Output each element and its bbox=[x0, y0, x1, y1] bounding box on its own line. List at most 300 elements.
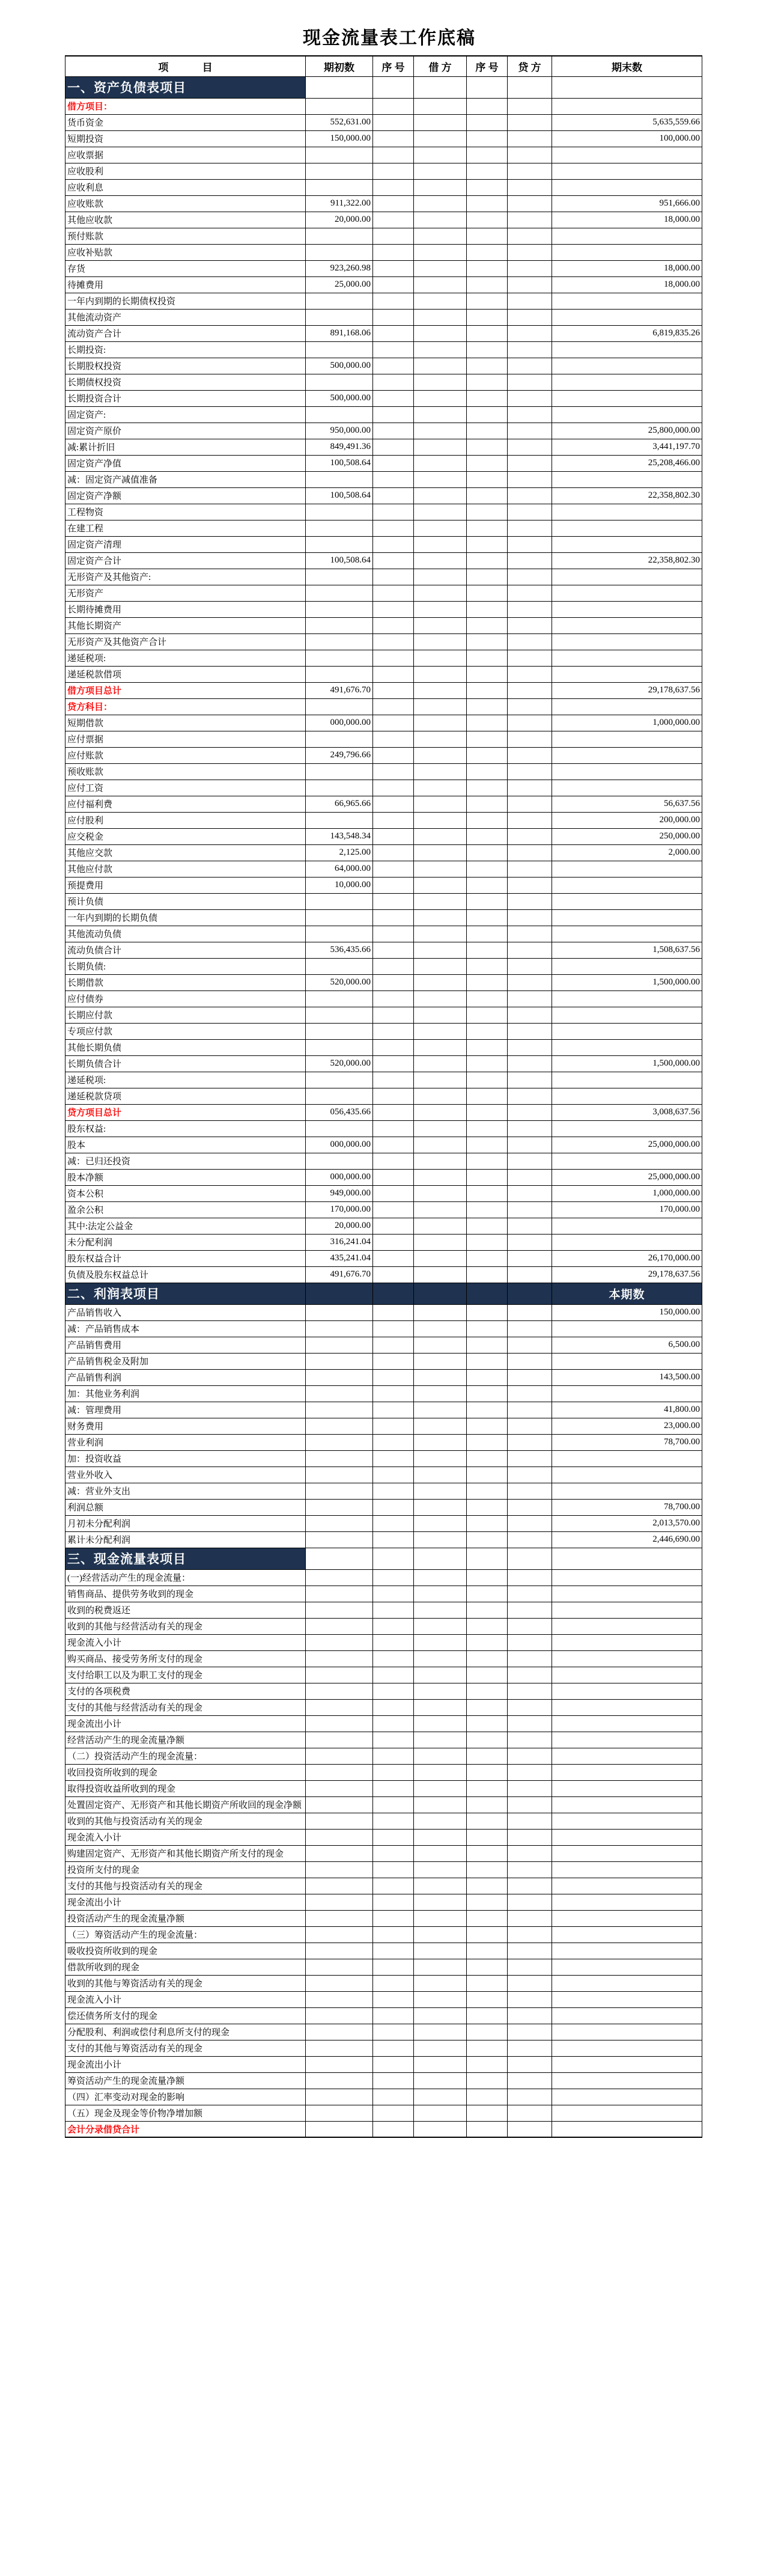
cell-seq-debit[interactable] bbox=[373, 358, 414, 374]
cell-seq-credit[interactable] bbox=[467, 1845, 508, 1861]
cell-seq-debit[interactable] bbox=[373, 179, 414, 195]
cell-closing-amount[interactable] bbox=[552, 585, 702, 601]
cell-opening-amount[interactable] bbox=[306, 147, 373, 163]
cell-seq-credit[interactable] bbox=[467, 844, 508, 861]
cell-opening-amount[interactable]: 491,676.70 bbox=[306, 682, 373, 698]
cell-seq-debit[interactable] bbox=[373, 585, 414, 601]
cell-closing-amount[interactable]: 200,000.00 bbox=[552, 812, 702, 828]
cell-debit-amount[interactable] bbox=[414, 504, 467, 520]
cell-closing-amount[interactable] bbox=[552, 2056, 702, 2072]
cell-debit-amount[interactable] bbox=[414, 1402, 467, 1418]
cell-closing-amount[interactable] bbox=[552, 2024, 702, 2040]
cell-closing-amount[interactable] bbox=[552, 633, 702, 650]
cell-debit-amount[interactable] bbox=[414, 1699, 467, 1715]
cell-seq-credit[interactable] bbox=[467, 423, 508, 439]
cell-credit-amount[interactable] bbox=[508, 828, 552, 844]
cell-debit-amount[interactable] bbox=[414, 1878, 467, 1894]
cell-opening-amount[interactable]: 249,796.66 bbox=[306, 747, 373, 763]
cell-seq-debit[interactable] bbox=[373, 1304, 414, 1320]
cell-credit-amount[interactable] bbox=[508, 1861, 552, 1878]
cell-seq-debit[interactable] bbox=[373, 601, 414, 617]
cell-seq-credit[interactable] bbox=[467, 1748, 508, 1764]
cell-seq-debit[interactable] bbox=[373, 2089, 414, 2105]
cell-debit-amount[interactable] bbox=[414, 682, 467, 698]
cell-credit-amount[interactable] bbox=[508, 926, 552, 942]
cell-seq-credit[interactable] bbox=[467, 2121, 508, 2137]
cell-seq-debit[interactable] bbox=[373, 1250, 414, 1266]
cell-closing-amount[interactable]: 25,208,466.00 bbox=[552, 455, 702, 471]
cell-seq-debit[interactable] bbox=[373, 1748, 414, 1764]
cell-seq-debit[interactable] bbox=[373, 974, 414, 990]
cell-credit-amount[interactable] bbox=[508, 1218, 552, 1234]
cell-debit-amount[interactable] bbox=[414, 1337, 467, 1353]
cell-debit-amount[interactable] bbox=[414, 487, 467, 504]
cell-closing-amount[interactable] bbox=[552, 1467, 702, 1483]
cell-credit-amount[interactable] bbox=[508, 1039, 552, 1055]
cell-seq-debit[interactable] bbox=[373, 1602, 414, 1618]
cell-credit-amount[interactable] bbox=[508, 487, 552, 504]
cell-closing-amount[interactable]: 1,000,000.00 bbox=[552, 715, 702, 731]
cell-debit-amount[interactable] bbox=[414, 1450, 467, 1467]
cell-closing-amount[interactable]: 29,178,637.56 bbox=[552, 1266, 702, 1283]
cell-opening-amount[interactable] bbox=[306, 2007, 373, 2024]
cell-seq-credit[interactable] bbox=[467, 244, 508, 260]
cell-seq-credit[interactable] bbox=[467, 1926, 508, 1943]
cell-closing-amount[interactable] bbox=[552, 2105, 702, 2121]
cell-opening-amount[interactable] bbox=[306, 926, 373, 942]
cell-credit-amount[interactable] bbox=[508, 276, 552, 293]
cell-seq-credit[interactable] bbox=[467, 552, 508, 569]
cell-debit-amount[interactable] bbox=[414, 1515, 467, 1531]
cell-seq-debit[interactable] bbox=[373, 990, 414, 1007]
cell-seq-debit[interactable] bbox=[373, 439, 414, 455]
cell-closing-amount[interactable] bbox=[552, 698, 702, 715]
cell-seq-debit[interactable] bbox=[373, 780, 414, 796]
cell-closing-amount[interactable] bbox=[552, 1023, 702, 1039]
cell-seq-credit[interactable] bbox=[467, 228, 508, 244]
cell-opening-amount[interactable] bbox=[306, 731, 373, 747]
cell-seq-debit[interactable] bbox=[373, 130, 414, 147]
cell-credit-amount[interactable] bbox=[508, 1650, 552, 1667]
cell-closing-amount[interactable] bbox=[552, 536, 702, 552]
cell-credit-amount[interactable] bbox=[508, 195, 552, 212]
cell-seq-credit[interactable] bbox=[467, 877, 508, 893]
cell-debit-amount[interactable] bbox=[414, 260, 467, 276]
cell-opening-amount[interactable] bbox=[306, 471, 373, 487]
cell-opening-amount[interactable] bbox=[306, 1120, 373, 1137]
cell-opening-amount[interactable]: 000,000.00 bbox=[306, 1137, 373, 1153]
cell-credit-amount[interactable] bbox=[508, 1531, 552, 1548]
cell-opening-amount[interactable]: 520,000.00 bbox=[306, 974, 373, 990]
cell-debit-amount[interactable] bbox=[414, 1169, 467, 1185]
cell-debit-amount[interactable] bbox=[414, 1120, 467, 1137]
cell-credit-amount[interactable] bbox=[508, 1764, 552, 1780]
cell-closing-amount[interactable] bbox=[552, 1991, 702, 2007]
cell-opening-amount[interactable] bbox=[306, 1153, 373, 1169]
cell-credit-amount[interactable] bbox=[508, 1813, 552, 1829]
cell-credit-amount[interactable] bbox=[508, 471, 552, 487]
cell-seq-debit[interactable] bbox=[373, 1402, 414, 1418]
cell-closing-amount[interactable] bbox=[552, 1320, 702, 1337]
cell-debit-amount[interactable] bbox=[414, 1796, 467, 1813]
cell-closing-amount[interactable] bbox=[552, 861, 702, 877]
cell-closing-amount[interactable] bbox=[552, 731, 702, 747]
cell-seq-credit[interactable] bbox=[467, 1023, 508, 1039]
cell-opening-amount[interactable]: 520,000.00 bbox=[306, 1055, 373, 1072]
cell-seq-credit[interactable] bbox=[467, 1943, 508, 1959]
cell-closing-amount[interactable] bbox=[552, 98, 702, 114]
cell-debit-amount[interactable] bbox=[414, 585, 467, 601]
cell-credit-amount[interactable] bbox=[508, 455, 552, 471]
cell-opening-amount[interactable] bbox=[306, 1894, 373, 1910]
cell-debit-amount[interactable] bbox=[414, 2040, 467, 2056]
cell-seq-credit[interactable] bbox=[467, 147, 508, 163]
cell-credit-amount[interactable] bbox=[508, 1796, 552, 1813]
cell-closing-amount[interactable] bbox=[552, 1910, 702, 1926]
cell-credit-amount[interactable] bbox=[508, 1878, 552, 1894]
cell-debit-amount[interactable] bbox=[414, 423, 467, 439]
cell-debit-amount[interactable] bbox=[414, 893, 467, 909]
cell-debit-amount[interactable] bbox=[414, 601, 467, 617]
cell-seq-debit[interactable] bbox=[373, 1499, 414, 1515]
cell-debit-amount[interactable] bbox=[414, 715, 467, 731]
cell-closing-amount[interactable]: 1,508,637.56 bbox=[552, 942, 702, 958]
cell-seq-debit[interactable] bbox=[373, 844, 414, 861]
cell-opening-amount[interactable]: 000,000.00 bbox=[306, 1169, 373, 1185]
cell-closing-amount[interactable] bbox=[552, 1634, 702, 1650]
cell-closing-amount[interactable]: 56,637.56 bbox=[552, 796, 702, 812]
cell-seq-credit[interactable] bbox=[467, 1369, 508, 1385]
cell-seq-credit[interactable] bbox=[467, 293, 508, 309]
cell-credit-amount[interactable] bbox=[508, 780, 552, 796]
cell-seq-debit[interactable] bbox=[373, 341, 414, 358]
cell-closing-amount[interactable] bbox=[552, 147, 702, 163]
cell-debit-amount[interactable] bbox=[414, 763, 467, 780]
cell-closing-amount[interactable]: 3,441,197.70 bbox=[552, 439, 702, 455]
cell-seq-credit[interactable] bbox=[467, 698, 508, 715]
cell-opening-amount[interactable] bbox=[306, 909, 373, 926]
cell-opening-amount[interactable] bbox=[306, 1748, 373, 1764]
cell-seq-credit[interactable] bbox=[467, 520, 508, 536]
cell-debit-amount[interactable] bbox=[414, 1683, 467, 1699]
cell-seq-debit[interactable] bbox=[373, 2121, 414, 2137]
cell-opening-amount[interactable]: 170,000.00 bbox=[306, 1201, 373, 1218]
cell-seq-credit[interactable] bbox=[467, 98, 508, 114]
cell-seq-credit[interactable] bbox=[467, 617, 508, 633]
cell-debit-amount[interactable] bbox=[414, 1137, 467, 1153]
cell-debit-amount[interactable] bbox=[414, 552, 467, 569]
cell-credit-amount[interactable] bbox=[508, 942, 552, 958]
cell-seq-credit[interactable] bbox=[467, 585, 508, 601]
cell-seq-debit[interactable] bbox=[373, 114, 414, 130]
cell-closing-amount[interactable]: 22,358,802.30 bbox=[552, 487, 702, 504]
cell-debit-amount[interactable] bbox=[414, 828, 467, 844]
cell-seq-credit[interactable] bbox=[467, 309, 508, 325]
cell-debit-amount[interactable] bbox=[414, 1055, 467, 1072]
cell-seq-debit[interactable] bbox=[373, 1991, 414, 2007]
cell-closing-amount[interactable] bbox=[552, 877, 702, 893]
cell-seq-credit[interactable] bbox=[467, 1699, 508, 1715]
cell-closing-amount[interactable] bbox=[552, 504, 702, 520]
cell-seq-credit[interactable] bbox=[467, 942, 508, 958]
cell-credit-amount[interactable] bbox=[508, 520, 552, 536]
cell-seq-debit[interactable] bbox=[373, 1169, 414, 1185]
cell-seq-credit[interactable] bbox=[467, 260, 508, 276]
cell-credit-amount[interactable] bbox=[508, 1250, 552, 1266]
cell-seq-credit[interactable] bbox=[467, 1715, 508, 1732]
cell-seq-credit[interactable] bbox=[467, 861, 508, 877]
cell-opening-amount[interactable] bbox=[306, 1813, 373, 1829]
cell-seq-credit[interactable] bbox=[467, 2105, 508, 2121]
cell-closing-amount[interactable] bbox=[552, 1007, 702, 1023]
cell-credit-amount[interactable] bbox=[508, 1201, 552, 1218]
cell-credit-amount[interactable] bbox=[508, 1569, 552, 1586]
cell-credit-amount[interactable] bbox=[508, 260, 552, 276]
cell-opening-amount[interactable] bbox=[306, 2056, 373, 2072]
cell-seq-debit[interactable] bbox=[373, 1894, 414, 1910]
cell-closing-amount[interactable]: 250,000.00 bbox=[552, 828, 702, 844]
cell-closing-amount[interactable] bbox=[552, 1353, 702, 1369]
cell-credit-amount[interactable] bbox=[508, 1715, 552, 1732]
cell-opening-amount[interactable] bbox=[306, 2121, 373, 2137]
cell-debit-amount[interactable] bbox=[414, 1618, 467, 1634]
cell-credit-amount[interactable] bbox=[508, 2089, 552, 2105]
cell-debit-amount[interactable] bbox=[414, 877, 467, 893]
cell-seq-credit[interactable] bbox=[467, 1072, 508, 1088]
cell-seq-debit[interactable] bbox=[373, 293, 414, 309]
cell-opening-amount[interactable] bbox=[306, 1618, 373, 1634]
cell-seq-credit[interactable] bbox=[467, 2072, 508, 2089]
cell-closing-amount[interactable] bbox=[552, 893, 702, 909]
cell-seq-debit[interactable] bbox=[373, 2056, 414, 2072]
cell-closing-amount[interactable] bbox=[552, 1667, 702, 1683]
cell-debit-amount[interactable] bbox=[414, 325, 467, 341]
cell-closing-amount[interactable] bbox=[552, 1813, 702, 1829]
cell-closing-amount[interactable] bbox=[552, 1796, 702, 1813]
cell-debit-amount[interactable] bbox=[414, 1499, 467, 1515]
cell-seq-debit[interactable] bbox=[373, 958, 414, 974]
cell-opening-amount[interactable] bbox=[306, 228, 373, 244]
cell-closing-amount[interactable] bbox=[552, 244, 702, 260]
cell-seq-credit[interactable] bbox=[467, 1813, 508, 1829]
cell-seq-debit[interactable] bbox=[373, 1959, 414, 1975]
cell-closing-amount[interactable] bbox=[552, 1861, 702, 1878]
cell-closing-amount[interactable] bbox=[552, 1699, 702, 1715]
cell-seq-debit[interactable] bbox=[373, 1434, 414, 1450]
cell-seq-debit[interactable] bbox=[373, 228, 414, 244]
cell-debit-amount[interactable] bbox=[414, 1418, 467, 1434]
cell-credit-amount[interactable] bbox=[508, 1845, 552, 1861]
cell-opening-amount[interactable]: 435,241.04 bbox=[306, 1250, 373, 1266]
cell-credit-amount[interactable] bbox=[508, 1418, 552, 1434]
cell-seq-credit[interactable] bbox=[467, 1385, 508, 1402]
cell-debit-amount[interactable] bbox=[414, 617, 467, 633]
cell-credit-amount[interactable] bbox=[508, 1320, 552, 1337]
cell-seq-debit[interactable] bbox=[373, 909, 414, 926]
cell-opening-amount[interactable]: 056,435.66 bbox=[306, 1104, 373, 1120]
cell-debit-amount[interactable] bbox=[414, 1234, 467, 1250]
cell-credit-amount[interactable] bbox=[508, 1007, 552, 1023]
cell-debit-amount[interactable] bbox=[414, 1991, 467, 2007]
cell-credit-amount[interactable] bbox=[508, 358, 552, 374]
cell-seq-debit[interactable] bbox=[373, 1104, 414, 1120]
cell-debit-amount[interactable] bbox=[414, 212, 467, 228]
cell-opening-amount[interactable] bbox=[306, 374, 373, 390]
cell-closing-amount[interactable]: 78,700.00 bbox=[552, 1499, 702, 1515]
cell-closing-amount[interactable] bbox=[552, 1569, 702, 1586]
cell-closing-amount[interactable] bbox=[552, 1153, 702, 1169]
cell-opening-amount[interactable] bbox=[306, 1845, 373, 1861]
cell-seq-debit[interactable] bbox=[373, 1531, 414, 1548]
cell-closing-amount[interactable] bbox=[552, 1039, 702, 1055]
cell-credit-amount[interactable] bbox=[508, 812, 552, 828]
cell-debit-amount[interactable] bbox=[414, 244, 467, 260]
cell-opening-amount[interactable] bbox=[306, 1732, 373, 1748]
cell-seq-credit[interactable] bbox=[467, 1894, 508, 1910]
cell-credit-amount[interactable] bbox=[508, 98, 552, 114]
cell-seq-debit[interactable] bbox=[373, 747, 414, 763]
cell-opening-amount[interactable] bbox=[306, 1007, 373, 1023]
cell-seq-credit[interactable] bbox=[467, 1218, 508, 1234]
cell-debit-amount[interactable] bbox=[414, 1320, 467, 1337]
cell-debit-amount[interactable] bbox=[414, 1201, 467, 1218]
cell-opening-amount[interactable] bbox=[306, 1531, 373, 1548]
cell-seq-debit[interactable] bbox=[373, 812, 414, 828]
cell-credit-amount[interactable] bbox=[508, 844, 552, 861]
cell-opening-amount[interactable]: 316,241.04 bbox=[306, 1234, 373, 1250]
cell-credit-amount[interactable] bbox=[508, 958, 552, 974]
cell-seq-credit[interactable] bbox=[467, 374, 508, 390]
cell-closing-amount[interactable] bbox=[552, 990, 702, 1007]
cell-seq-credit[interactable] bbox=[467, 666, 508, 682]
cell-closing-amount[interactable] bbox=[552, 601, 702, 617]
cell-closing-amount[interactable] bbox=[552, 926, 702, 942]
cell-opening-amount[interactable] bbox=[306, 1483, 373, 1499]
cell-seq-credit[interactable] bbox=[467, 763, 508, 780]
cell-debit-amount[interactable] bbox=[414, 2121, 467, 2137]
cell-credit-amount[interactable] bbox=[508, 974, 552, 990]
cell-seq-debit[interactable] bbox=[373, 1266, 414, 1283]
cell-debit-amount[interactable] bbox=[414, 2105, 467, 2121]
cell-seq-credit[interactable] bbox=[467, 1959, 508, 1975]
cell-closing-amount[interactable] bbox=[552, 1894, 702, 1910]
cell-debit-amount[interactable] bbox=[414, 2007, 467, 2024]
cell-credit-amount[interactable] bbox=[508, 228, 552, 244]
cell-closing-amount[interactable] bbox=[552, 2040, 702, 2056]
cell-opening-amount[interactable]: 950,000.00 bbox=[306, 423, 373, 439]
cell-credit-amount[interactable] bbox=[508, 1829, 552, 1845]
cell-seq-credit[interactable] bbox=[467, 1104, 508, 1120]
cell-debit-amount[interactable] bbox=[414, 2072, 467, 2089]
cell-credit-amount[interactable] bbox=[508, 1023, 552, 1039]
cell-closing-amount[interactable] bbox=[552, 1732, 702, 1748]
cell-closing-amount[interactable] bbox=[552, 2089, 702, 2105]
cell-credit-amount[interactable] bbox=[508, 1120, 552, 1137]
cell-credit-amount[interactable] bbox=[508, 1618, 552, 1634]
cell-opening-amount[interactable]: 100,508.64 bbox=[306, 552, 373, 569]
cell-seq-debit[interactable] bbox=[373, 926, 414, 942]
cell-debit-amount[interactable] bbox=[414, 1434, 467, 1450]
cell-opening-amount[interactable] bbox=[306, 98, 373, 114]
cell-debit-amount[interactable] bbox=[414, 1602, 467, 1618]
cell-seq-credit[interactable] bbox=[467, 471, 508, 487]
cell-closing-amount[interactable]: 143,500.00 bbox=[552, 1369, 702, 1385]
cell-credit-amount[interactable] bbox=[508, 601, 552, 617]
cell-seq-debit[interactable] bbox=[373, 2040, 414, 2056]
cell-closing-amount[interactable]: 26,170,000.00 bbox=[552, 1250, 702, 1266]
cell-seq-debit[interactable] bbox=[373, 828, 414, 844]
cell-debit-amount[interactable] bbox=[414, 1483, 467, 1499]
cell-debit-amount[interactable] bbox=[414, 747, 467, 763]
cell-debit-amount[interactable] bbox=[414, 1943, 467, 1959]
cell-credit-amount[interactable] bbox=[508, 114, 552, 130]
cell-closing-amount[interactable] bbox=[552, 1088, 702, 1104]
cell-closing-amount[interactable] bbox=[552, 1385, 702, 1402]
cell-opening-amount[interactable] bbox=[306, 1943, 373, 1959]
cell-debit-amount[interactable] bbox=[414, 130, 467, 147]
cell-closing-amount[interactable] bbox=[552, 179, 702, 195]
cell-opening-amount[interactable] bbox=[306, 1569, 373, 1586]
cell-opening-amount[interactable] bbox=[306, 536, 373, 552]
cell-debit-amount[interactable] bbox=[414, 844, 467, 861]
cell-seq-debit[interactable] bbox=[373, 682, 414, 698]
cell-opening-amount[interactable]: 20,000.00 bbox=[306, 1218, 373, 1234]
cell-opening-amount[interactable] bbox=[306, 163, 373, 179]
cell-credit-amount[interactable] bbox=[508, 1732, 552, 1748]
cell-credit-amount[interactable] bbox=[508, 504, 552, 520]
cell-opening-amount[interactable]: 923,260.98 bbox=[306, 260, 373, 276]
cell-opening-amount[interactable] bbox=[306, 1353, 373, 1369]
cell-seq-credit[interactable] bbox=[467, 1337, 508, 1353]
cell-seq-credit[interactable] bbox=[467, 2024, 508, 2040]
cell-opening-amount[interactable] bbox=[306, 1878, 373, 1894]
cell-opening-amount[interactable] bbox=[306, 2105, 373, 2121]
cell-debit-amount[interactable] bbox=[414, 1732, 467, 1748]
cell-seq-credit[interactable] bbox=[467, 1515, 508, 1531]
cell-seq-credit[interactable] bbox=[467, 212, 508, 228]
cell-seq-debit[interactable] bbox=[373, 1618, 414, 1634]
cell-seq-debit[interactable] bbox=[373, 406, 414, 423]
cell-seq-debit[interactable] bbox=[373, 390, 414, 406]
cell-debit-amount[interactable] bbox=[414, 1667, 467, 1683]
cell-opening-amount[interactable] bbox=[306, 1385, 373, 1402]
cell-seq-credit[interactable] bbox=[467, 2007, 508, 2024]
cell-seq-debit[interactable] bbox=[373, 536, 414, 552]
cell-seq-credit[interactable] bbox=[467, 2089, 508, 2105]
cell-seq-credit[interactable] bbox=[467, 325, 508, 341]
cell-opening-amount[interactable] bbox=[306, 1910, 373, 1926]
cell-closing-amount[interactable] bbox=[552, 358, 702, 374]
cell-credit-amount[interactable] bbox=[508, 747, 552, 763]
cell-seq-debit[interactable] bbox=[373, 260, 414, 276]
cell-opening-amount[interactable]: 500,000.00 bbox=[306, 358, 373, 374]
cell-seq-credit[interactable] bbox=[467, 195, 508, 212]
cell-debit-amount[interactable] bbox=[414, 536, 467, 552]
cell-seq-credit[interactable] bbox=[467, 1320, 508, 1337]
cell-seq-credit[interactable] bbox=[467, 1039, 508, 1055]
cell-opening-amount[interactable] bbox=[306, 1039, 373, 1055]
cell-opening-amount[interactable] bbox=[306, 1337, 373, 1353]
cell-opening-amount[interactable] bbox=[306, 569, 373, 585]
cell-credit-amount[interactable] bbox=[508, 130, 552, 147]
cell-seq-debit[interactable] bbox=[373, 1683, 414, 1699]
cell-debit-amount[interactable] bbox=[414, 1764, 467, 1780]
cell-seq-debit[interactable] bbox=[373, 1153, 414, 1169]
cell-closing-amount[interactable]: 1,500,000.00 bbox=[552, 974, 702, 990]
cell-closing-amount[interactable]: 23,000.00 bbox=[552, 1418, 702, 1434]
cell-seq-credit[interactable] bbox=[467, 569, 508, 585]
cell-credit-amount[interactable] bbox=[508, 1991, 552, 2007]
